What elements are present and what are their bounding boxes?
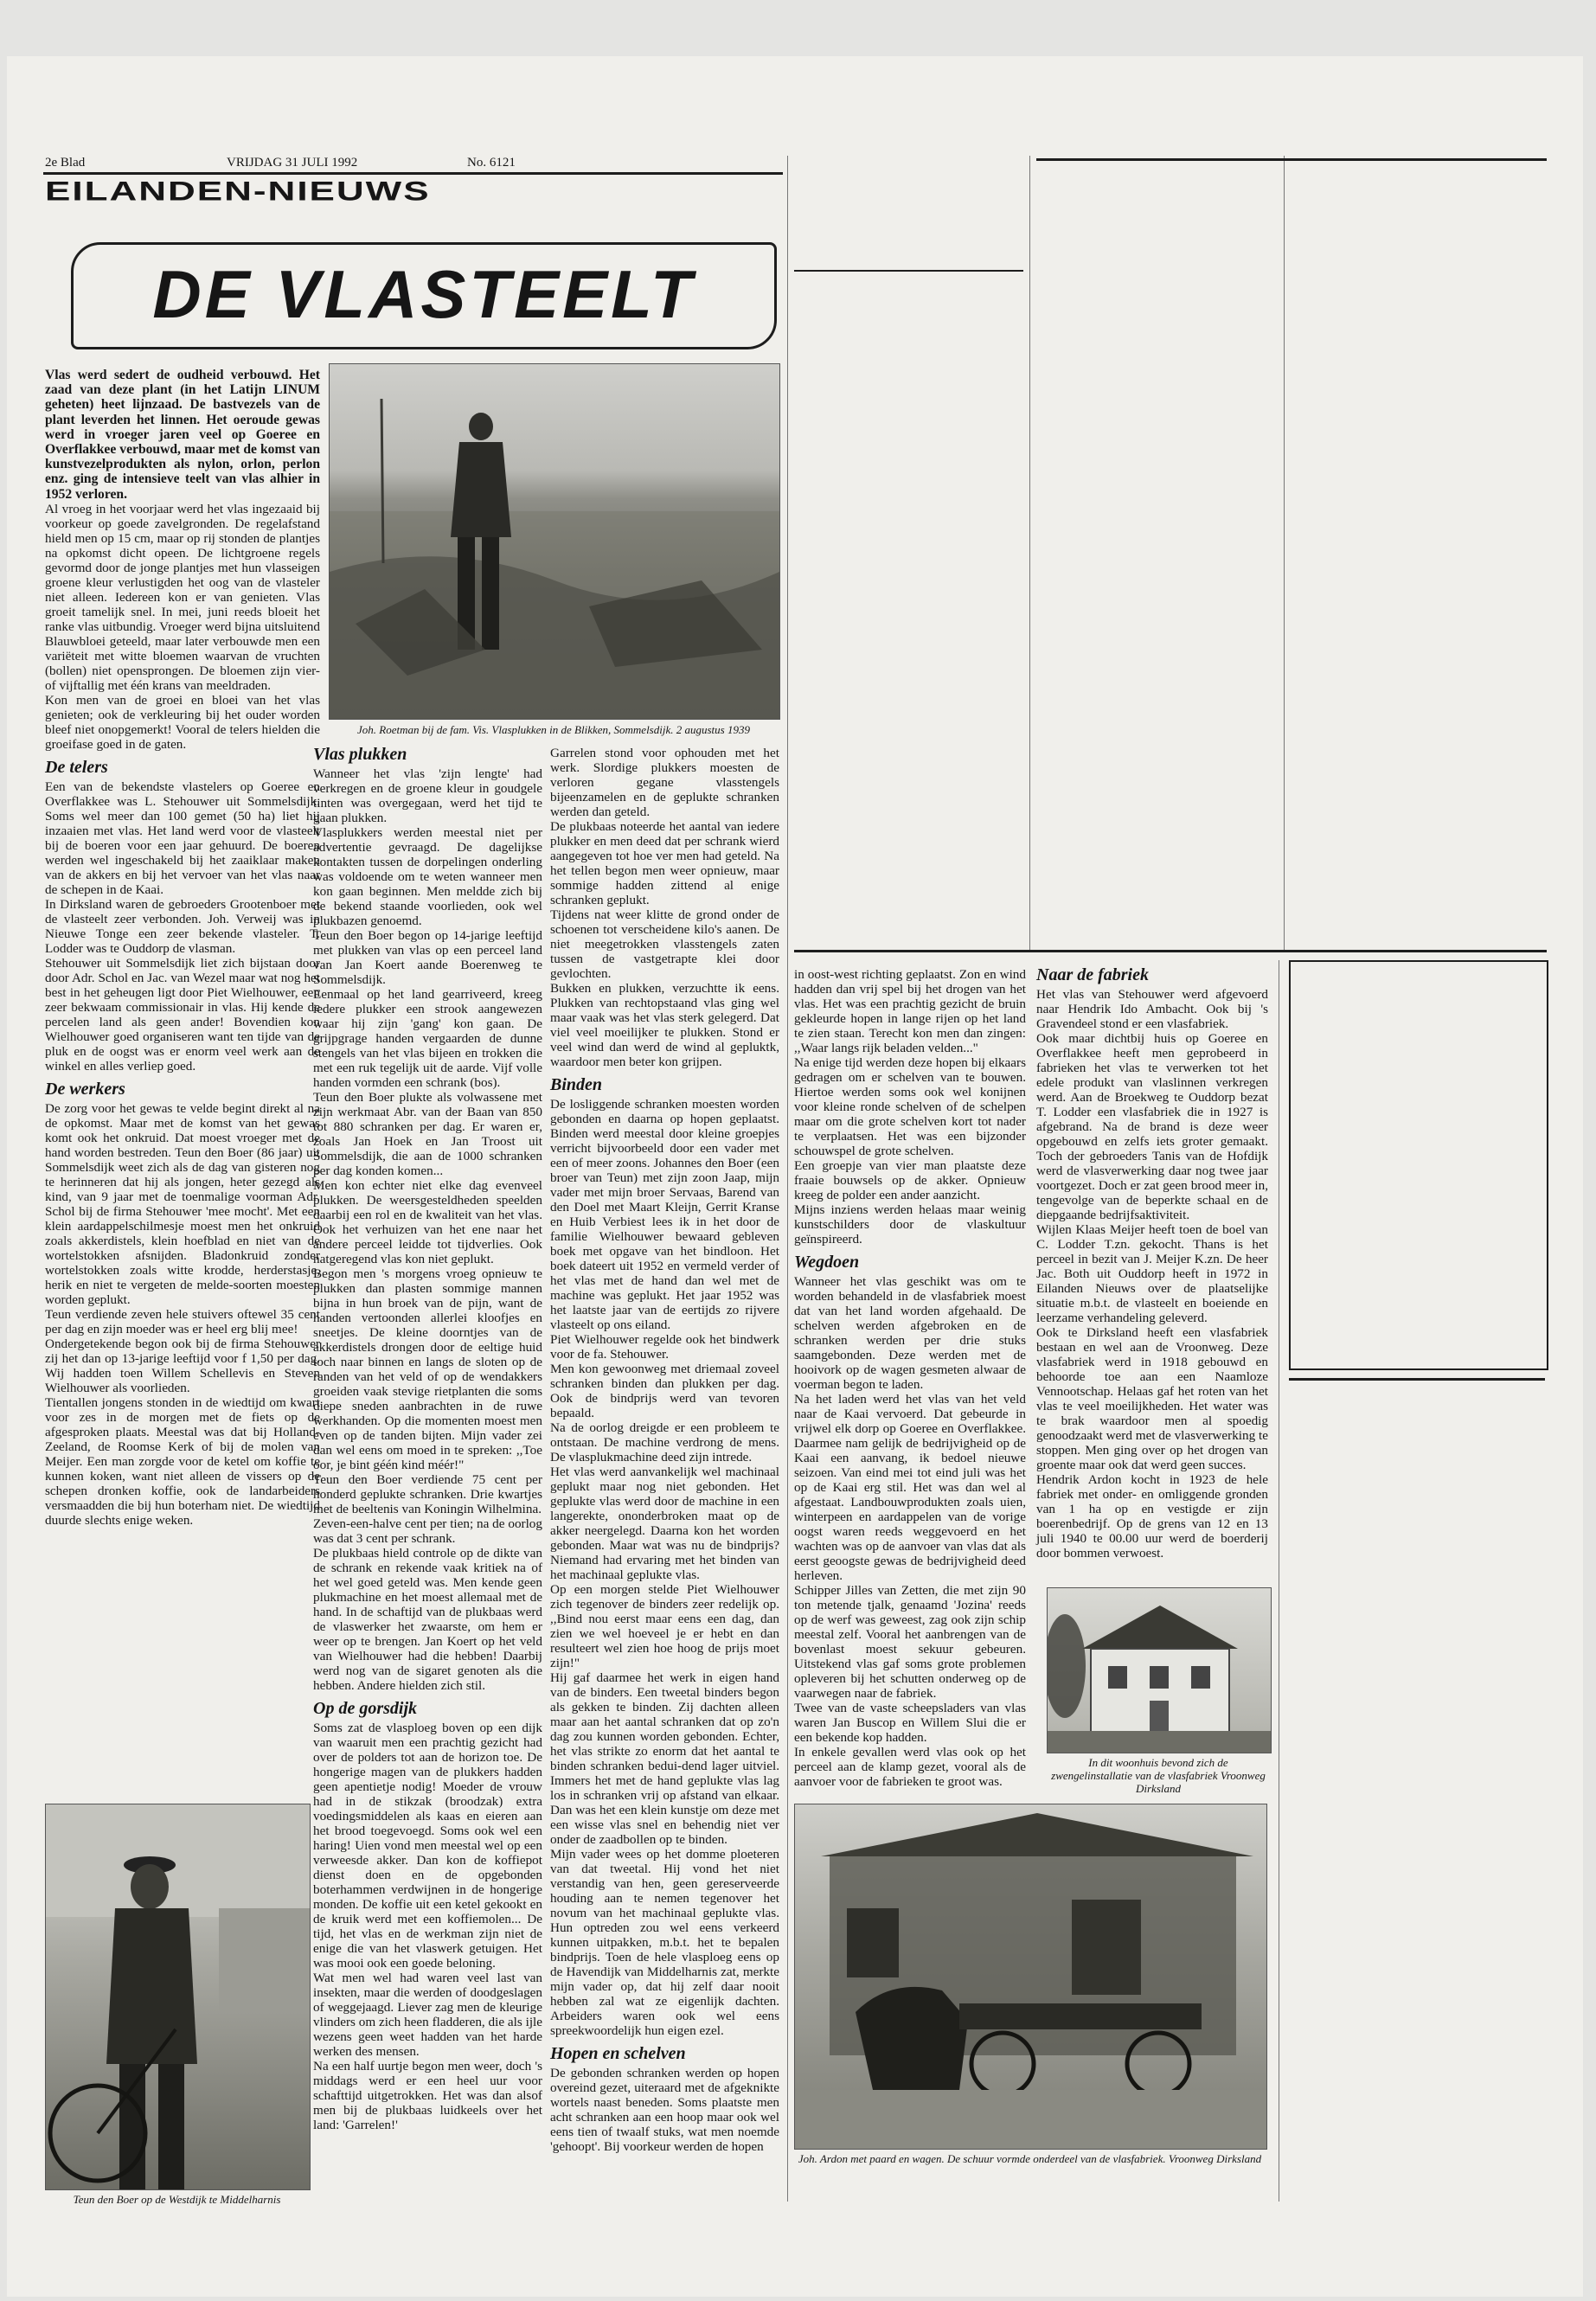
- newspaper-name: EILANDEN-NIEUWS: [45, 176, 431, 207]
- photo-teun-den-boer-art: [46, 1804, 310, 2189]
- paragraph: Men kon gewoonweg met driemaal zoveel schranken binden dan plukken per dag. Ook de bindprijs werd van tevoren bepaald.: [550, 1362, 779, 1420]
- photo-paard-en-wagen: [794, 1804, 1267, 2150]
- paragraph: Wat men wel had waren veel last van insekten, maar die werden of doodgeslagen of weggejaagd. Liever zag men de kleurige vlinders om zich heen fladderen, die als ijle wezens geen weet hadden van het harde werken des mensen.: [313, 1971, 542, 2059]
- paragraph: Men kon echter niet elke dag evenveel plukken. De weersgesteldheden speelden daarbij een rol en de kwaliteit van het vlas. Ook het verhuizen van het ene naar het andere perceel leidde tot tijdverlies. Ook natgeregend vlas kon niet geplukt.: [313, 1178, 542, 1266]
- article-title: DE VLASTEELT: [152, 256, 695, 332]
- paragraph: Piet Wielhouwer regelde ook het bindwerk voor de fa. Stehouwer.: [550, 1332, 779, 1362]
- paragraph: Begon men 's morgens vroeg opnieuw te plukken dan plasten sommige mannen bijna in hun broek van de pijn, want de handen vertoonden allerlei kloofjes en sneetjes. De kleine doorntjes van de akkerdistels drongen door de eeltige huid toch naar binnen en langs de sloten op de randen van het veld of op de wendakkers groeiden vaak stevige rietplanten die soms diepe sneden aanbrachten in de ruwe werkhanden. Op die momenten moest men even op de tanden bijten. Mijn vader zei dan wel eens om moed in te spreken: ,,Toe oor, je bint géén kind méér!": [313, 1266, 542, 1472]
- paragraph: Een van de bekendste vlastelers op Goeree en Overflakkee was L. Stehouwer uit Sommelsdijk. Soms wel meer dan 100 gemet (50 ha) liet hij inzaaien met vlas. Het land werd voor de vlasteelt bij de boeren voor een jaar gehuurd. De boeren werden wel ingeschakeld bij het zaaiklaar maken van de akkers en bij het vervoer van het vlas naar de schepen in de Kaai.: [45, 779, 320, 897]
- ter-ziele-column: [1292, 1386, 1542, 1391]
- paragraph: Al vroeg in het voorjaar werd het vlas ingezaaid bij voorkeur op goede zavelgronden. De regelafstand hield men op 15 cm, maar op rij stonden de plantjes na opkomst dicht opeen. De lichtgroene regels gevormd door de jonge plantjes met hun vlasseigen groene kleur verlustigden het oog van de vlasteler niet alleen. Iedereen kon er van genieten. Vlas groeit tamelijk snel. In mei, juni reeds bloeit het ranke vlas uitbundig. Vroeger werd bijna uitsluitend Blauwbloei geteeld, maar later verbouwde men een variëteit met witte bloemen waarvan de vruchten (bollen) niet opensprongen. De bloemen zijn vier- of vijftallig met één krans van meeldraden.: [45, 501, 320, 693]
- paragraph: Het vlas van Stehouwer werd afgevoerd naar Hendrik Ido Ambacht. Ook bij 's Gravendeel stond er een vlasfabriek.: [1036, 987, 1268, 1031]
- paragraph: Vlasplukkers werden meestal niet per advertentie gevraagd. De dagelijkse kontakten tussen de dorpelingen onderling was voldoende om te weten wanneer men kon gaan beginnen. Men meldde zich bij de bekend staande voorlieden, ook wel plukbazen genoemd.: [313, 825, 542, 928]
- photo-teun-den-boer-caption: Teun den Boer op de Westdijk te Middelharnis: [73, 2193, 281, 2206]
- overdenking-top-rule: [1036, 158, 1547, 161]
- subheading-telers: De telers: [45, 757, 108, 777]
- subheading-wegdoen: Wegdoen: [794, 1253, 860, 1272]
- paragraph: Teun den Boer verdiende 75 cent per honderd geplukte schranken. Drie kwartjes met de beeltenis van Koningin Wilhelmina.: [313, 1472, 542, 1516]
- photo-vlasplukken: [329, 363, 780, 720]
- photo-woonhuis-caption: In dit woonhuis bevond zich de zwengelinstallatie van de vlasfabriek Vroonweg Dirksland: [1051, 1756, 1266, 1795]
- photo-vlasplukken-art: [330, 364, 779, 719]
- paragraph: Mijn vader wees op het domme ploeteren van dat tweetal. Hij vond het niet verstandig van hen, geen gereserveerde houding aan te nemen tegenover het novum van het machinaal geplukte vlas. Hun optreden zou wel eens verkeerd kunnen uitpakken, m.b.t. het te bepalen bindprijs. Toen de hele vlasploeg eens op de Havendijk van Middelharnis zat, merkte mijn vader op, dat hij zelf daar nooit hebben zal wat ze eigenlijk dachten. Arbeiders waren ook wel eens spreekwoordelijk hun eigen ezel.: [550, 1847, 779, 2038]
- photo-vlasplukken-caption: Joh. Roetman bij de fam. Vis. Vlasplukken in de Blikken, Sommelsdijk. 2 augustus 1939: [357, 723, 750, 736]
- overdenking-rule: [794, 270, 1023, 272]
- photo-teun-den-boer: [45, 1804, 311, 2190]
- subheading-gorsdijk: Op de gorsdijk: [313, 1699, 417, 1718]
- paragraph: Zeven-een-halve cent per tien; na de oorlog was dat 3 cent per schrank.: [313, 1516, 542, 1546]
- ter-ziele-rule: [1289, 1378, 1545, 1381]
- photo-woonhuis: [1047, 1587, 1272, 1753]
- paragraph: Op een morgen stelde Piet Wielhouwer zich tegenover de binders zeer redelijk op. ,,Bind nou eerst maar eens een dag, dan zien we wel hoeveel je er hebt en dan resulteert wel zien hoe hoog de prijs moet zijn!": [550, 1582, 779, 1670]
- zomerzangavond-box: [1289, 960, 1548, 1370]
- paragraph: Na de oorlog dreigde er een probleem te ontstaan. De machine verdrong de mens. De vlasplukmachine deed zijn intrede.: [550, 1420, 779, 1465]
- paragraph: Garrelen stond voor ophouden met het werk. Slordige plukkers moesten de verloren gegane vlasstengels bijeenzamelen en de geplukte schranken werden dan geteld.: [550, 746, 779, 819]
- paragraph: Tientallen jongens stonden in de wiedtijd om kwart voor zes in de morgen met de fiets op de afgesproken plaats. Meestal was dat bij Holland-Zeeland, de Roomse Kerk of bij de molen van Meijer. Een man zorgde voor de ketel om koffie te kunnen koken, want niet alleen de vissers op de schepen dronken koffie, ook de landarbeiders versmaadden die bij hun boterham niet. De wiedtijd duurde slechts enige weken.: [45, 1394, 320, 1528]
- column-divider: [787, 156, 788, 2202]
- paragraph: De gebonden schranken werden op hopen overeind gezet, uiteraard met de afgeknikte wortels naast beneden. Soms plaatste men acht schranken aan een hoop maar ook wel eens tien of twaalf stuks, wat men noemde 'gehoopt'. Bij voorkeur werden de hopen: [550, 2066, 779, 2154]
- overdenking-bottom-rule: [794, 950, 1547, 952]
- paragraph: Hij gaf daarmee het werk in eigen hand van de binders. Een tweetal binders begon als gekken te binden. Zij dachten alleen maar aan het aantal schranken dat op zo'n dag zou kunnen worden gebonden. Echter, het vlas strikte zo enorm dat het aantal te binden schranken bedui-dend lager uitviel. Immers het met de hand geplukte vlas lag los in schranken vrij op afstand van elkaar. Dan was het een klein kunstje om deze met een wisse vlas snel en behendig niet ver onder de zaadbollen op te binden.: [550, 1670, 779, 1847]
- paragraph: Kon men van de groei en bloei van het vlas genieten; ook de verkleuring bij het ouder worden bleef niet onopgemerkt! Vooral de telers hielden die groeifase goed in de gaten.: [45, 692, 320, 752]
- column-divider: [1029, 156, 1030, 950]
- article-intro: Vlas werd sedert de oudheid verbouwd. Het zaad van deze plant (in het Latijn LINUM geheten) heet lijnzaad. De bastvezels van de plant leverden het linnen. Het oeroude gewas werd in vroeger jaren veel op Goeree en Overflakkee verbouwd, maar met de komst van kunstvezelprodukten als nylon, orlon, perlon enz. ging de intensieve teelt van vlas alhier in 1952 verloren.: [45, 368, 320, 502]
- paragraph: Na een half uurtje begon men weer, doch 's middags werd er een heel uur voor schafttijd uitgetrokken. Het was dan alsof men bij de plukbaas luidkeels over het land: 'Garrelen!': [313, 2059, 542, 2132]
- paragraph: Hendrik Ardon kocht in 1923 de hele fabriek met onder- en omliggende gronden van 1 ha op en vestigde er zijn boerenbedrijf. Op de grens van 12 en 13 juli 1940 te 00.00 uur werd de boerderij door bommen verwoest.: [1036, 1472, 1268, 1561]
- subheading-binden: Binden: [550, 1075, 603, 1094]
- photo-paard-en-wagen-art: [795, 1804, 1266, 2149]
- paragraph: Twee van de vaste scheepsladers van vlas waren Jan Buscop en Willem Slui die er een bekende kop hadden.: [794, 1701, 1026, 1745]
- paragraph: De losliggende schranken moesten worden gebonden en daarna op hopen geplaatst. Binden werd meestal door kleine groepjes verricht bijvoorbeeld door een vader met een of meer zoons. Johannes den Boer (een broer van Teun) met zijn zoon Jaap, mijn vader met mijn broer Servaas, Barend van den Doel met Maart Kleijn, Gerrit Kranse en Huib Verbiest lees ik in het door de familie Wielhouwer bewaard gebleven boek met opgave van het bindloon. Het boek dateert uit 1952 en vermeld verder of het vlas met de hand dan wel met de machine was geplukt. Het jaar 1952 was het laatste jaar van de eertijds zo rijvere vlasteelt op ons eiland.: [550, 1097, 779, 1332]
- paragraph: De zorg voor het gewas te velde begint direkt al na de opkomst. Maar met de komst van het gewas komt ook het onkruid. Dat moest vroeger met de hand worden bestreden. Teun den Boer (86 jaar) uit Sommelsdijk weet zich als de dag van gisteren nog te herinneren dat hij als jongen, heter gezegd als kind, van 9 jaar met de toenmalige voorman Adr. Schol bij de firma Stehouwer 'mee mocht'. Met een klein aardappelschilmesje moest men het onkruid zoals akkerdistels, klein hoefblad en niet van de wortelstokken afsnijden. Bladonkruid zonder wortelstokken zoals witte krodde, herderstasje, herik en niet te vergeten de melde-soorten moesten worden geplukt.: [45, 1100, 320, 1307]
- paragraph: Ook te Dirksland heeft een vlasfabriek bestaan en wel aan de Vroonweg. Deze vlasfabriek werd in 1918 gebouwd en behoorde toe aan een Naamloze Vennootschap. Helaas gaf het roten van het vlas te veel moeilijkheden. Het water was te brak waardoor men al spoedig genoodzaakt werd met de vlasverwerking te stoppen. Men ging over op het drogen van groente maar ook dat werd geen succes.: [1036, 1325, 1268, 1472]
- paragraph: Teun den Boer begon op 14-jarige leeftijd met plukken van vlas op een perceel land van Jan Koert aande Boerenweg te Sommelsdijk.: [313, 928, 542, 987]
- paragraph: Wanneer het vlas geschikt was om te worden behandeld in de vlasfabriek moest dat van het land worden afgehaald. De schelven werden afgebroken en de schranken werden per drie stuks saamgebonden. Deze werden met de hooivork op de wagen gesmeten alwaar de voerman begon te laden.: [794, 1274, 1026, 1392]
- article-column-5: [1036, 965, 1268, 1561]
- article-column-3: [550, 746, 779, 2154]
- paragraph: In enkele gevallen werd vlas ook op het perceel aan de klamp gezet, vooral als de aanvoer voor de fabrieken te groot was.: [794, 1745, 1026, 1789]
- paragraph: Een groepje van vier man plaatste deze fraaie bouwsels op de akker. Opnieuw kreeg de polder een ander aanzicht.: [794, 1158, 1026, 1202]
- column-divider: [1284, 156, 1285, 950]
- paragraph: Eenmaal op het land gearriveerd, kreeg iedere plukker een strook aangewezen waar hij zijn 'gang' kon gaan. De grijpgrage handen vergaarden de dunne stengels van het vlas bijeen en trokken die met een ruk tegelijk uit de aarde. Vijf volle handen vormden een schrank (bos).: [313, 987, 542, 1090]
- subheading-werkers: De werkers: [45, 1079, 125, 1099]
- paragraph: in oost-west richting geplaatst. Zon en wind hadden dan vrij spel bij het drogen van het vlas. Het was een prachtig gezicht de bruin gekleurde hopen in lange rijen op het land te zien staan. Terecht kon men dan zingen: ,,Waar langs rijk beladen velden...": [794, 967, 1026, 1055]
- page-number: 2e Blad: [45, 156, 86, 170]
- issue-number: No. 6121: [467, 156, 516, 170]
- issue-date: VRIJDAG 31 JULI 1992: [227, 156, 358, 170]
- subheading-hopen: Hopen en schelven: [550, 2044, 686, 2063]
- photo-woonhuis-art: [1048, 1588, 1271, 1753]
- paragraph: De plukbaas hield controle op de dikte van de schrank en rekende vaak kritiek na of het wel goed geteld was. Men kende geen plukmachine en het moest allemaal met de hand. In de schaftijd van de plukbaas werd de vlaswerker het zwaarste, om hem er weer op te brengen. Jan Koert op het veld van Wielhouwer had die hebben! Daarbij werd nog van de sigaret genoten als die hebben. Andere hielden zich stil.: [313, 1546, 542, 1693]
- paragraph: Wijlen Klaas Meijer heeft toen de boel van C. Lodder T.zn. gekocht. Thans is het perceel in bezit van J. Meijer K.zn. De heer Jac. Both uit Ouddorp heeft in 1972 in Eilanden Nieuws over de plaatselijke situatie m.b.t. de vlasteelt en boeiende en leerzame verhandeling geleverd.: [1036, 1222, 1268, 1325]
- paragraph: Ook maar dichtbij huis op Goeree en Overflakkee heeft men geprobeerd in fabrieken het vlas te verwerken tot het edele produkt van vlaslinnen verkregen werd. Aan de Broekweg te Ouddorp bezat T. Lodder een vlasfabriek die in 1927 is afgebrand. Na de brand is deze weer opgebouwd en zelfs iets groter gemaakt. Toch der gebroeders Tanis van de Hofdijk werd de vlasverwerking daar nog twee jaar voortgezet. Doch er zat geen brood meer in, tengevolge van de beperkte schaal en de diepgaande bedrijfsaktiviteit.: [1036, 1031, 1268, 1222]
- paragraph: Het vlas werd aanvankelijk wel machinaal geplukt maar nog niet gebonden. Het geplukte vlas werd door de machine in een langerekte, ononderbroken maat op de akker neergelegd. Daarna kon het worden gebonden. Maar wat was nu de bindprijs? Niemand had ervaring met het binden van het machinaal geplukte vlas.: [550, 1465, 779, 1582]
- article-column-4: [794, 967, 1026, 1789]
- paragraph: Teun verdiende zeven hele stuivers oftewel 35 cent per dag en zijn moeder was er heel erg blij mee!: [45, 1306, 320, 1336]
- paragraph: Mijns inziens werden helaas maar weinig kunstschilders door de vlaskultuur geïnspireerd.: [794, 1202, 1026, 1247]
- paragraph: Bukken en plukken, verzuchtte ik eens. Plukken van rechtopstaand vlas ging wel maar vaak was het vlas sterk gelegerd. Dat viel veel moeilijker te plukken. Stond er veel wind dan werd de wind al gepluktk, waardoor men beter kon grijpen.: [550, 981, 779, 1069]
- subheading-plukken: Vlas plukken: [313, 745, 407, 764]
- paragraph: Na enige tijd werden deze hopen bij elkaars gedragen om er schelven van te bouwen. Hiertoe werden soms ook wel konijnen voor kleine ronde schelven of de schelpen maar om die grote schelven kort tot nader te verplaatsen. Het was een bijzonder schouwspel de grote schelven.: [794, 1055, 1026, 1158]
- article-column-2: [313, 744, 542, 2132]
- subheading-fabriek: Naar de fabriek: [1036, 965, 1149, 984]
- paragraph: Teun den Boer plukte als volwassene met zijn werkmaat Abr. van der Baan van 850 tot 880 schranken per dag. Er waren er, zoals Jan Hoek en Jan Troost uit Sommelsdijk, die aan de 1000 schranken per dag konden komen...: [313, 1090, 542, 1178]
- photo-paard-en-wagen-caption: Joh. Ardon met paard en wagen. De schuur vormde onderdeel van de vlasfabriek. Vroonweg Dirksland: [798, 2152, 1262, 2165]
- paragraph: In Dirksland waren de gebroeders Grootenboer met de vlasteelt zeer verbonden. Joh. Verweij was in Nieuwe Tonge een zeer bekende vlasteler. T. Lodder was te Ouddorp de vlasman.: [45, 896, 320, 956]
- masthead-rule: [43, 172, 783, 175]
- article-column-1: [45, 368, 320, 1528]
- paragraph: De plukbaas noteerde het aantal van iedere plukker en men deed dat per schrank wierd aangegeven tot hoe ver men had geteld. Na het tellen begon men weer opnieuw, maar sommige hadden zittend al enige schranken geplukt.: [550, 819, 779, 907]
- paragraph: Na het laden werd het vlas van het veld naar de Kaai vervoerd. Dat gebeurde in vrijwel elk dorp op Goeree en Overflakkee. Daarmee nam gelijk de bedrijvigheid op de Kaai een aanvang, ik bedoel nieuwe seizoen. Van eind mei tot eind juli was het op de Kaai erg stil. Het was dan wel al afgestaat. Landbouwprodukten zoals uien, winterpeen en aardappelen van de vorige oogst waren reeds weggevoerd en het wachten was op de aanvoer van vlas dat als eerst geoogste gewas de bedrijvigheid deed herleven.: [794, 1392, 1026, 1583]
- paragraph: Ondergetekende begon ook bij de firma Stehouwer zij het dan op 13-jarige leeftijd voor f 1,50 per dag. Wij hadden toen Willem Schellevis en Steven Wielhouwer als voorlieden.: [45, 1336, 320, 1395]
- paragraph: Tijdens nat weer klitte de grond onder de schoenen tot verscheidene kilo's aanen. De niet meegetrokken vlasstengels zaten tussen de vastgetrapte klei door gevlochten.: [550, 907, 779, 981]
- paragraph: Stehouwer uit Sommelsdijk liet zich bijstaan door door Adr. Schol en Jac. van Wezel maar wat nog het best in het geheugen ligt door Piet Wielhouwer, een zeer bekwaam commissionair in vlas. Hij kende de percelen land als geen ander! Bovendien kon Wielhouwer goed organiseren want ten tijde van de pluk en de oogst was er enorm veel werk aan de winkel en alles verliep goed.: [45, 955, 320, 1074]
- paragraph: Schipper Jilles van Zetten, die met zijn 90 ton metende tjalk, genaamd 'Jozina' reeds op de werf was geweest, zag ook zijn schip meestal zelf. Vooral het aanbrengen van de bovenlast moest sekuur gebeuren. Uitstekend vlas gaf soms grote problemen opleveren bij het schutten onderweg op de vaarwegen naar de fabriek.: [794, 1583, 1026, 1701]
- paragraph: Wanneer het vlas 'zijn lengte' had verkregen en de groene kleur in goudgele tinten was overgegaan, werd het tijd te gaan plukken.: [313, 766, 542, 825]
- paragraph: Soms zat de vlasploeg boven op een dijk van waaruit men een prachtig gezicht had over de polders tot aan de horizon toe. De hongerige magen van de plukkers hadden geen apentietje nodig! Moeder de vrouw had in de stikzak (broodzak) extra voedingsmiddelen als kaas en eieren aan het brood toegevoegd. Soms ook wel een haring! Uien vond men meestal wel op een verweesde akker. Dan kon de koffiepot dienst doen en de opgebonden boterhammen verdwijnen in de hongerige monden. De koffie uit een ketel gekookt en de kruik werd met een koffiemolen... De tijd, het vlas en de werkman zijn niet de enige die van het vlaswerk getuigen. Het was mooi ook een goede beloning.: [313, 1721, 542, 1971]
